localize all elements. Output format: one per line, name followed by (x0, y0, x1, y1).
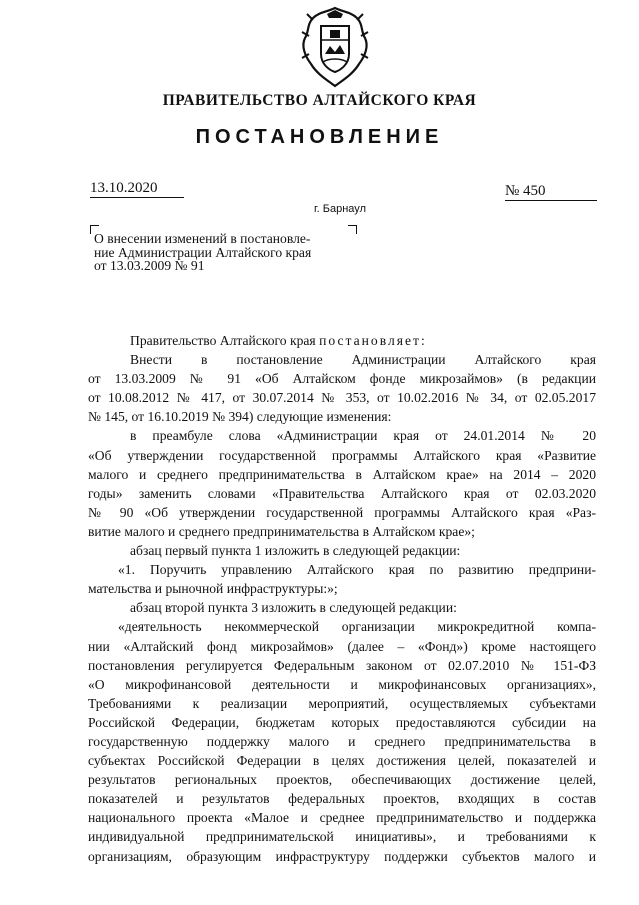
document-number: № 450 (505, 183, 597, 201)
body-intro-lead: Правительство Алтайского края (130, 333, 320, 348)
document-body (88, 331, 596, 866)
body-line: от 13.03.2009 № 91 «Об Алтайском фонде микрозаймов» (в редакции (88, 371, 596, 387)
document-city: г. Барнаул (314, 203, 366, 215)
document-type-title: ПОСТАНОВЛЕНИЕ (195, 126, 444, 148)
body-line: Российской Федерации, бюджетам которых предоставляются субсидии на (88, 714, 596, 730)
body-line: показателей и результатов федеральных проектов, входящих в состав (88, 791, 596, 807)
body-line: «1. Поручить управлению Алтайского края по развитию предприни- (118, 562, 596, 578)
body-line: № 145, от 16.10.2019 № 394) следующие изменения: (88, 409, 392, 425)
body-intro (88, 331, 596, 350)
body-line: Требованиями к реализации мероприятий, осуществляемых субъектами (88, 695, 596, 711)
body-line: малого и среднего предпринимательства в Алтайском крае» на 2014 – 2020 (88, 466, 596, 482)
body-line: национального проекта «Малое и среднее предпринимательство и поддержка (88, 810, 596, 826)
body-line: субъектах Российской Федерации в целях достижения целей, показателей и (88, 753, 596, 769)
body-line: организациям, образующим инфраструктуру поддержки субъектов малого и (88, 848, 596, 864)
body-line: «О микрофинансовой деятельности и микрофинансовых организациях», (88, 676, 596, 692)
body-line: абзац первый пункта 1 изложить в следующей редакции: (130, 543, 461, 559)
body-line: № 90 «Об утверждении государственной программы Алтайского края «Раз- (88, 504, 596, 520)
body-line: нии «Алтайский фонд микрозаймов» (далее – «Фонд») кроме настоящего (88, 638, 596, 654)
body-intro-verb: постановляет: (319, 333, 427, 348)
body-line: в преамбуле слова «Администрации края от 24.01.2014 № 20 (130, 428, 596, 444)
document-date: 13.10.2020 (90, 180, 184, 198)
body-line: годы» заменить словами «Правительства Алтайского края от 02.03.2020 (88, 485, 596, 501)
body-line: витие малого и среднего предпринимательства в Алтайском крае»; (88, 523, 475, 539)
body-line: индивидуальной предпринимательской инициативы», и требованиями к (88, 829, 596, 845)
document-subject: О внесении изменений в постановле- ние Администрации Алтайского края от 13.03.2009 № 91 (94, 231, 312, 273)
body-line: Внести в постановление Администрации Алтайского края (130, 352, 596, 368)
body-line: результатов региональных проектов, обеспечивающих достижение целей, (88, 772, 596, 788)
body-line: «деятельность некоммерческой организации микрокредитной компа- (118, 619, 596, 635)
body-line: от 10.08.2012 № 417, от 30.07.2014 № 353, от 10.02.2016 № 34, от 02.05.2017 (88, 390, 596, 406)
body-line: абзац второй пункта 3 изложить в следующей редакции: (130, 600, 457, 616)
government-name: ПРАВИТЕЛЬСТВО АЛТАЙСКОГО КРАЯ (162, 92, 477, 109)
body-line: государственную поддержку малого и среднего предпринимательства в (88, 733, 596, 749)
body-line: мательства и рыночной инфраструктуры:»; (88, 581, 338, 597)
body-line: «Об утверждении государственной программы Алтайского края «Развитие (88, 447, 596, 463)
body-line: постановления регулируется Федеральным законом от 02.07.2010 № 151-ФЗ (88, 657, 596, 673)
coat-of-arms-emblem (297, 6, 373, 88)
